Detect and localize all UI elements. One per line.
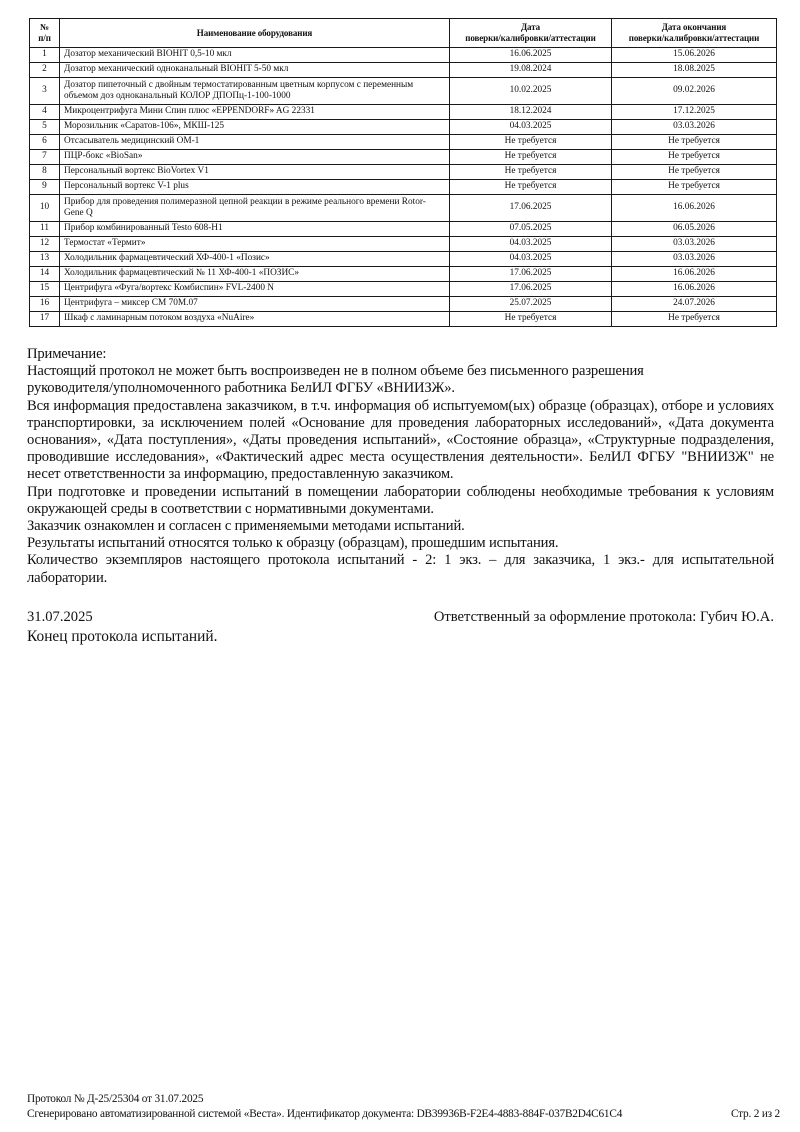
row-date-check: 04.03.2025 — [450, 120, 612, 135]
row-equipment-name: Дозатор механический одноканальный BIOHIT 5-50 мкл — [60, 63, 450, 78]
table-row — [30, 180, 777, 195]
row-date-check: Не требуется — [450, 180, 612, 195]
row-date-check: 18.12.2024 — [450, 105, 612, 120]
row-num: 13 — [30, 252, 60, 267]
row-num: 11 — [30, 222, 60, 237]
footer-protocol-number: Протокол № Д-25/25304 от 31.07.2025 — [27, 1093, 204, 1105]
row-date-end: 16.06.2026 — [612, 195, 777, 222]
table-row — [30, 195, 777, 222]
row-equipment-name: Дозатор пипеточный с двойным термостатированным цветным корпусом с переменным объемом доз одноканальный КОЛОР ДПОПц-1-100-1000 — [60, 78, 450, 105]
row-num: 16 — [30, 297, 60, 312]
row-date-check: Не требуется — [450, 150, 612, 165]
row-num: 8 — [30, 165, 60, 180]
row-num: 2 — [30, 63, 60, 78]
note-paragraph: Количество экземпляров настоящего протокола испытаний - 2: 1 экз. – для заказчика, 1 экз.- для испытательной лаборатории. — [27, 552, 774, 586]
row-date-check: 10.02.2025 — [450, 78, 612, 105]
row-date-check: Не требуется — [450, 135, 612, 150]
row-equipment-name: Холодильник фармацевтический ХФ-400-1 «Позис» — [60, 252, 450, 267]
header-date-check: Дата поверки/калибровки/аттестации — [450, 19, 612, 48]
row-date-check: 25.07.2025 — [450, 297, 612, 312]
row-num: 5 — [30, 120, 60, 135]
footer-line-2 — [27, 1107, 780, 1122]
row-date-check: 17.06.2025 — [450, 282, 612, 297]
row-num: 4 — [30, 105, 60, 120]
row-date-end: 09.02.2026 — [612, 78, 777, 105]
note-paragraph: Вся информация предоставлена заказчиком, в т.ч. информация об испытуемом(ых) образце (образцах), отборе и условиях транспортировки, за исключением полей «Основание для проведения лабораторных исследований», «Дата документа основания», «Дата поступления», «Даты проведения испытаний», «Состояние образца», «Структурные подразделения, проводившие исследования», «Фактический адрес места осуществления деятельности». БелИЛ ФГБУ "ВНИИЗЖ" не несет ответственности за информацию, предоставленную заказчиком. — [27, 397, 774, 483]
table-row — [30, 252, 777, 267]
row-date-end: Не требуется — [612, 165, 777, 180]
row-equipment-name: Шкаф с ламинарным потоком воздуха «NuAire» — [60, 312, 450, 327]
row-num: 12 — [30, 237, 60, 252]
notes-title: Примечание: — [27, 346, 107, 362]
table-row — [30, 312, 777, 327]
footer-page-number: Стр. 2 из 2 — [730, 1107, 780, 1120]
row-date-end: Не требуется — [612, 150, 777, 165]
row-date-check: 17.06.2025 — [450, 267, 612, 282]
equipment-table — [29, 18, 777, 327]
row-num: 17 — [30, 312, 60, 327]
row-date-check: 17.06.2025 — [450, 195, 612, 222]
row-equipment-name: Прибор для проведения полимеразной цепной реакции в режиме реального времени Rotor-Gene Q — [60, 195, 450, 222]
row-date-check: 07.05.2025 — [450, 222, 612, 237]
table-row — [30, 165, 777, 180]
row-equipment-name: Центрифуга «Фуга/вортекс Комбиспин» FVL-2400 N — [60, 282, 450, 297]
notes-section — [27, 346, 774, 587]
header-date-end: Дата окончания поверки/калибровки/аттестации — [612, 19, 777, 48]
row-date-end: 16.06.2026 — [612, 282, 777, 297]
footer-generated-by: Сгенерировано автоматизированной системой «Веста». Идентификатор документа: DB39936B-F2E4-4883-884F-037B2D4C61C4 — [27, 1107, 623, 1120]
row-num: 9 — [30, 180, 60, 195]
note-paragraph: Заказчик ознакомлен и согласен с применяемыми методами испытаний. — [27, 518, 465, 535]
note-paragraph: Результаты испытаний относятся только к образцу (образцам), прошедшим испытания. — [27, 535, 559, 552]
row-equipment-name: Термостат «Термит» — [60, 237, 450, 252]
row-equipment-name: Холодильник фармацевтический № 11 ХФ-400-1 «ПОЗИС» — [60, 267, 450, 282]
note-paragraph: При подготовке и проведении испытаний в помещении лаборатории соблюдены необходимые требования к условиям окружающей среды в соответствии с нормативными документами. — [27, 483, 774, 517]
row-num: 3 — [30, 78, 60, 105]
page-footer — [27, 1092, 780, 1121]
row-equipment-name: Персональный вортекс V-1 plus — [60, 180, 450, 195]
table-row — [30, 237, 777, 252]
row-date-check: Не требуется — [450, 312, 612, 327]
row-num: 1 — [30, 48, 60, 63]
row-equipment-name: Микроцентрифуга Мини Спин плюс «EPPENDORF» AG 22331 — [60, 105, 450, 120]
row-num: 10 — [30, 195, 60, 222]
row-equipment-name: Морозильник «Саратов-106», МКШ-125 — [60, 120, 450, 135]
signature-date: 31.07.2025 — [27, 609, 93, 625]
row-date-end: 06.05.2026 — [612, 222, 777, 237]
signature-row — [27, 609, 774, 626]
row-num: 6 — [30, 135, 60, 150]
table-row — [30, 297, 777, 312]
row-num: 7 — [30, 150, 60, 165]
table-row — [30, 282, 777, 297]
row-date-end: 18.08.2025 — [612, 63, 777, 78]
row-date-end: Не требуется — [612, 135, 777, 150]
row-equipment-name: Персональный вортекс BioVortex V1 — [60, 165, 450, 180]
table-row — [30, 150, 777, 165]
row-date-end: 15.06.2026 — [612, 48, 777, 63]
row-date-check: Не требуется — [450, 165, 612, 180]
table-row — [30, 105, 777, 120]
row-date-check: 19.08.2024 — [450, 63, 612, 78]
row-date-end: 17.12.2025 — [612, 105, 777, 120]
table-row — [30, 222, 777, 237]
table-row — [30, 48, 777, 63]
row-date-end: Не требуется — [612, 312, 777, 327]
end-of-protocol: Конец протокола испытаний. — [27, 628, 218, 645]
header-num: № п/п — [30, 19, 60, 48]
table-header-row — [30, 19, 777, 48]
table-row — [30, 63, 777, 78]
table-row — [30, 267, 777, 282]
row-equipment-name: Центрифуга – миксер СМ 70М.07 — [60, 297, 450, 312]
note-paragraph: Настоящий протокол не может быть воспроизведен не в полном объеме без письменного разрешения руководителя/уполномоченного работника БелИЛ ФГБУ «ВНИИЗЖ». — [27, 363, 644, 397]
row-date-end: 03.03.2026 — [612, 252, 777, 267]
row-equipment-name: Прибор комбинированный Testo 608-H1 — [60, 222, 450, 237]
row-date-end: 24.07.2026 — [612, 297, 777, 312]
row-equipment-name: ПЦР-бокс «BioSan» — [60, 150, 450, 165]
table-row — [30, 120, 777, 135]
row-equipment-name: Отсасыватель медицинский ОМ-1 — [60, 135, 450, 150]
row-date-end: 03.03.2026 — [612, 237, 777, 252]
table-row — [30, 135, 777, 150]
row-date-end: 03.03.2026 — [612, 120, 777, 135]
row-date-check: 16.06.2025 — [450, 48, 612, 63]
row-date-check: 04.03.2025 — [450, 252, 612, 267]
responsible-person: Ответственный за оформление протокола: Губич Ю.А. — [433, 609, 774, 625]
row-date-check: 04.03.2025 — [450, 237, 612, 252]
row-date-end: 16.06.2026 — [612, 267, 777, 282]
row-equipment-name: Дозатор механический BIOHIT 0,5-10 мкл — [60, 48, 450, 63]
row-num: 14 — [30, 267, 60, 282]
row-date-end: Не требуется — [612, 180, 777, 195]
row-num: 15 — [30, 282, 60, 297]
header-name: Наименование оборудования — [60, 19, 450, 48]
table-row — [30, 78, 777, 105]
